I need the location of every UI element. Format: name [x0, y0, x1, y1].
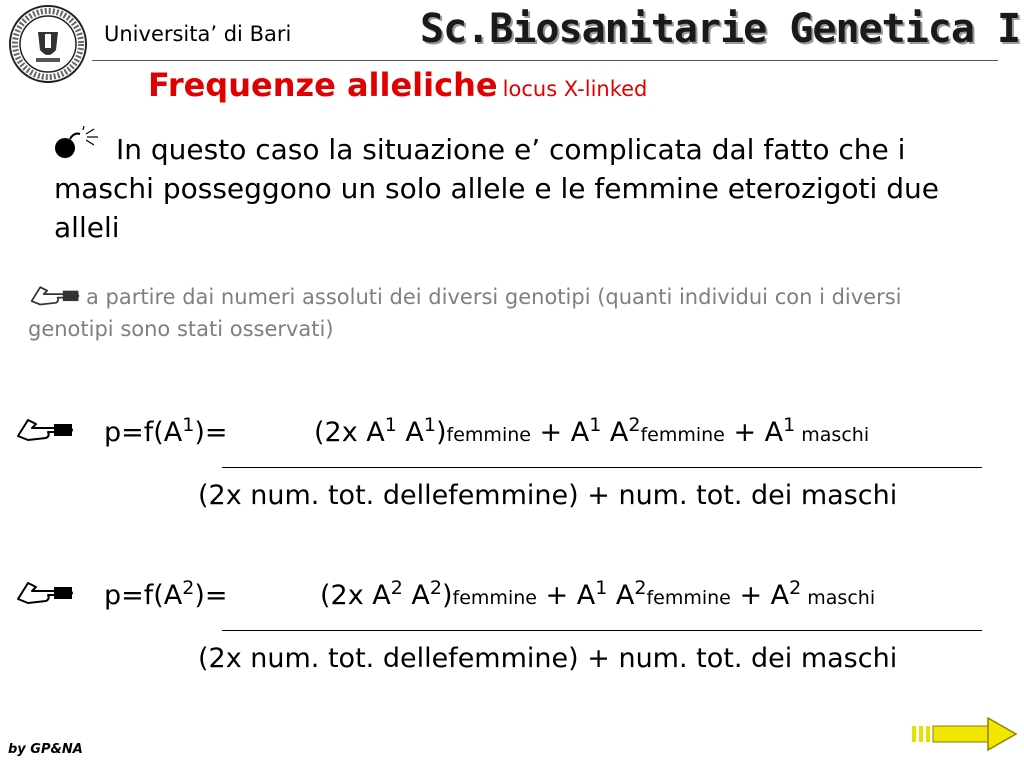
intro-paragraph-text: In questo caso la situazione e’ complicata dal fatto che i maschi posseggono un solo allele e le femmine eterozigoti due alleli [54, 133, 939, 244]
formula2-fraction-line [222, 630, 982, 631]
slide-title [148, 66, 647, 104]
pointing-hand-icon [14, 577, 76, 607]
university-seal-logo [8, 4, 88, 84]
next-slide-arrow-icon[interactable] [912, 716, 1018, 752]
formula2-numerator: (2x $A^2$ $A^2)femmine + A^1$ $A^2femmine + A^2$ maschi [320, 577, 876, 611]
note-paragraph [28, 281, 958, 345]
university-name: Universita’ di Bari [104, 22, 292, 46]
intro-paragraph [54, 130, 999, 247]
formula1-lhs: $p=f(A^1)=$ [104, 414, 228, 448]
formula1-fraction-line [222, 467, 982, 468]
formula1-numerator: (2x $A^1$ $A^1)femmine + A^1$ $A^2femmine + A^1$ maschi [314, 414, 870, 448]
pointing-hand-icon [14, 414, 76, 444]
course-title: Sc.Biosanitarie Genetica I [420, 6, 1021, 52]
formula2-lhs: $p=f(A^2)=$ [104, 577, 228, 611]
formula1-denominator: (2x num. tot. dellefemmine) + num. tot. dei maschi [198, 480, 898, 511]
header-divider [92, 60, 998, 61]
note-paragraph-text: a partire dai numeri assoluti dei diversi genotipi (quanti individui con i diversi genotipi sono stati osservati) [28, 285, 902, 341]
slide-title-main: Frequenze alleliche [148, 66, 498, 104]
slide-title-sub: locus X-linked [502, 77, 648, 101]
author-credit: by GP&NA [8, 742, 83, 757]
formula2-denominator: (2x num. tot. dellefemmine) + num. tot. dei maschi [198, 643, 898, 674]
